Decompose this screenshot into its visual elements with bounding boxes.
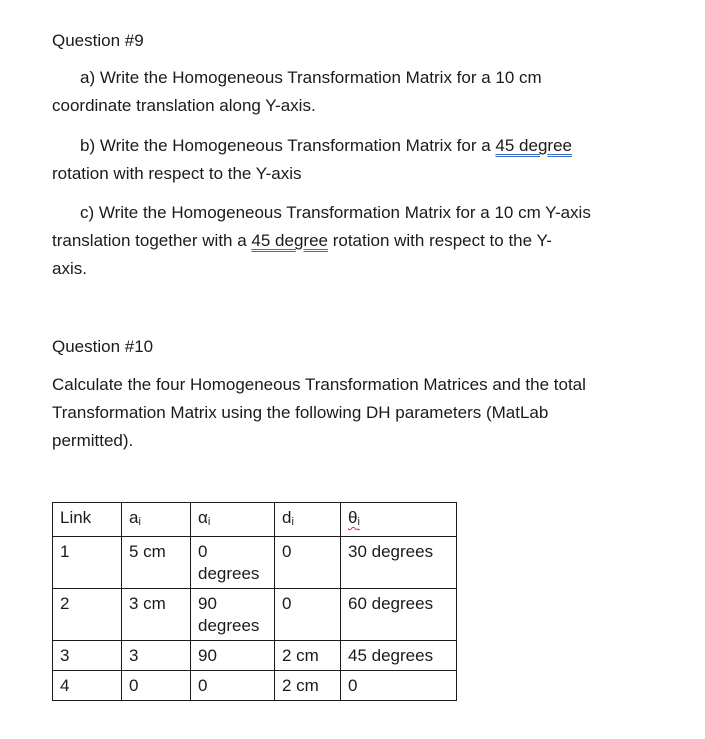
header-theta-symbol: θ — [348, 508, 358, 527]
cell-link: 3 — [53, 641, 122, 671]
cell-link: 2 — [53, 589, 122, 641]
header-theta-subscript: i — [357, 516, 360, 528]
q9-part-b-highlight: 45 degree — [495, 136, 572, 155]
cell-alpha: 0 — [191, 671, 275, 701]
q9-part-a-line2: coordinate translation along Y-axis. — [52, 96, 316, 115]
cell-a: 3 cm — [122, 589, 191, 641]
header-alpha — [191, 503, 275, 537]
cell-d: 2 cm — [275, 641, 341, 671]
cell-link: 4 — [53, 671, 122, 701]
header-alpha-subscript: i — [207, 516, 211, 528]
q9-part-c-line1: c) Write the Homogeneous Transformation Matrix for a 10 cm Y-axis — [80, 203, 591, 222]
cell-alpha: 90 — [191, 641, 275, 671]
cell-link: 1 — [53, 537, 122, 589]
q9-part-c-text-post: rotation with respect to the Y- — [327, 231, 552, 250]
cell-theta: 30 degrees — [341, 537, 457, 589]
cell-theta: 60 degrees — [341, 589, 457, 641]
q9-part-b-line1 — [80, 136, 572, 156]
table-header-row — [53, 503, 457, 537]
table-row — [53, 537, 457, 589]
header-d — [275, 503, 341, 537]
cell-theta: 45 degrees — [341, 641, 457, 671]
header-a-subscript: i — [138, 516, 141, 528]
header-a-symbol: a — [129, 508, 139, 527]
question-10-heading: Question #10 — [52, 337, 154, 356]
q9-part-b-text: b) Write the Homogeneous Transformation Matrix for a — [80, 136, 496, 155]
cell-d: 2 cm — [275, 671, 341, 701]
table-row — [53, 641, 457, 671]
q10-text-line2: Transformation Matrix using the following DH parameters (MatLab — [52, 403, 549, 422]
cell-theta: 0 — [341, 671, 457, 701]
q9-part-a-line1: a) Write the Homogeneous Transformation Matrix for a 10 cm — [80, 68, 542, 87]
q9-part-c-line3: axis. — [52, 259, 87, 278]
header-d-subscript: i — [291, 516, 294, 528]
header-alpha-symbol: α — [198, 508, 208, 527]
header-d-symbol: d — [282, 508, 292, 527]
table-row — [53, 589, 457, 641]
q9-part-c-highlight: 45 degree — [251, 231, 328, 250]
q10-text-line3: permitted). — [52, 431, 134, 450]
cell-a: 5 cm — [122, 537, 191, 589]
cell-alpha: 90 degrees — [191, 589, 275, 641]
table-row — [53, 671, 457, 701]
header-theta — [341, 503, 457, 537]
cell-alpha: 0 degrees — [191, 537, 275, 589]
header-link: Link — [53, 503, 122, 537]
cell-d: 0 — [275, 537, 341, 589]
header-a — [122, 503, 191, 537]
q9-part-c-text-pre: translation together with a — [52, 231, 252, 250]
cell-a: 0 — [122, 671, 191, 701]
q9-part-b-line2: rotation with respect to the Y-axis — [52, 164, 302, 183]
q10-text-line1: Calculate the four Homogeneous Transformation Matrices and the total — [52, 375, 586, 394]
question-9-heading: Question #9 — [52, 31, 144, 50]
cell-d: 0 — [275, 589, 341, 641]
dh-parameter-table — [52, 502, 457, 701]
cell-a: 3 — [122, 641, 191, 671]
header-theta-label — [348, 508, 360, 527]
q9-part-c-line2 — [52, 231, 552, 251]
